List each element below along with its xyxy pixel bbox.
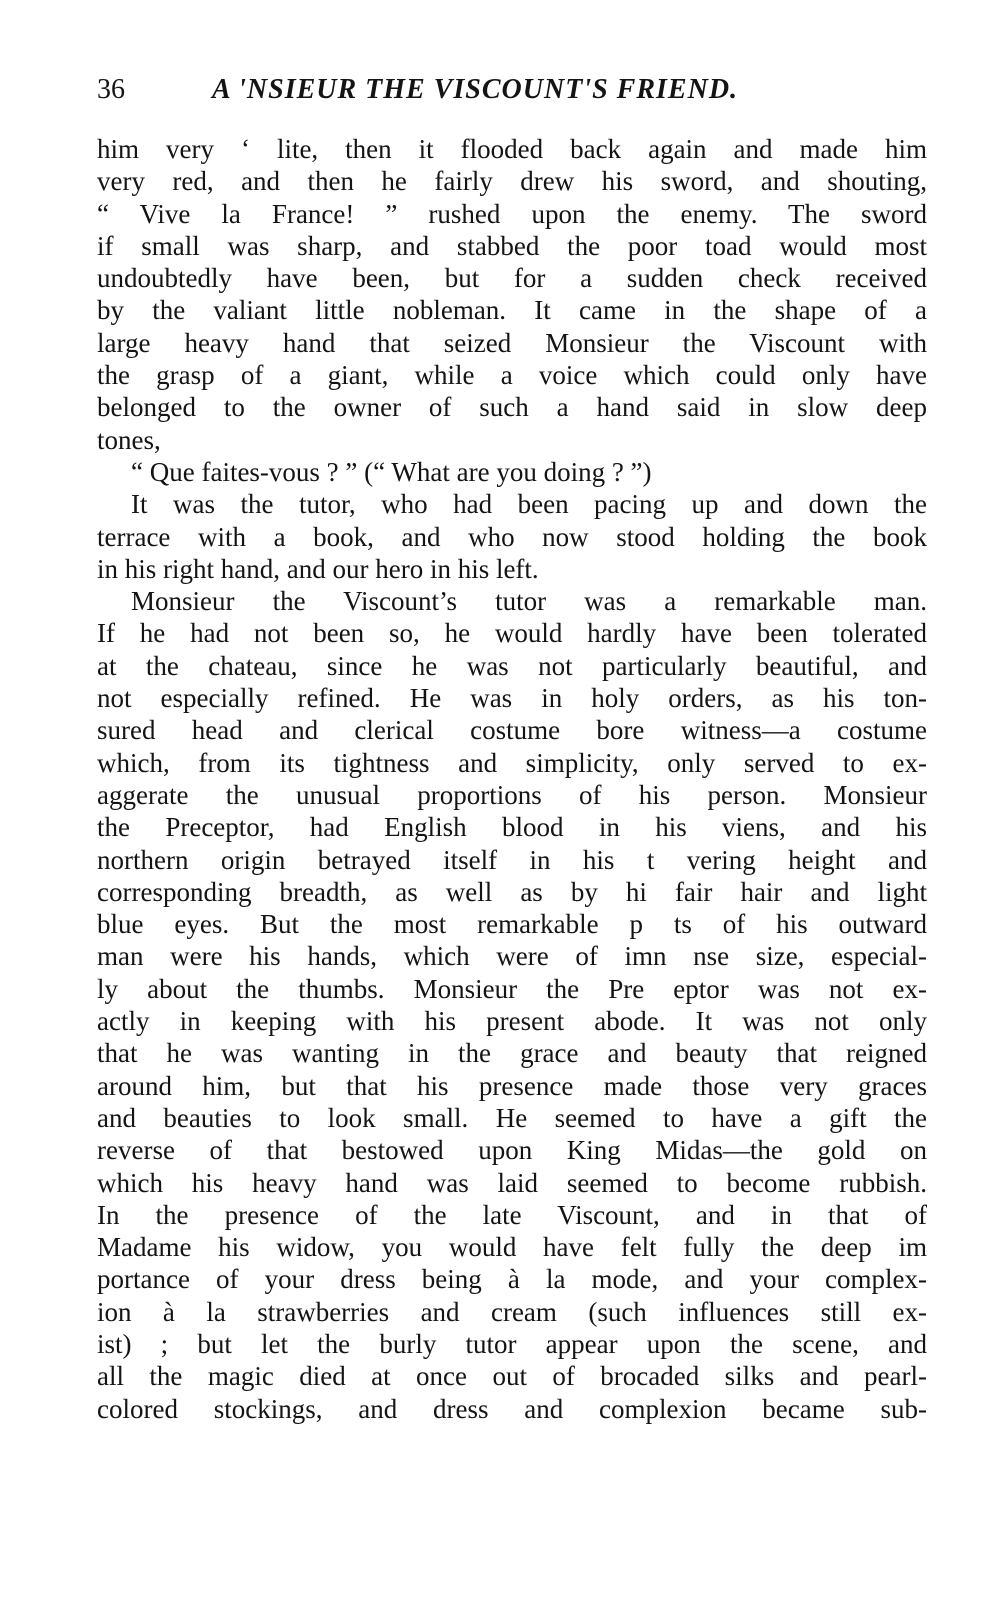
page-number: 36 <box>97 74 125 105</box>
text-line: actly in keeping with his present abode. It was not only <box>97 1006 927 1037</box>
text-line: and beauties to look small. He seemed to have a gift the <box>97 1102 927 1133</box>
text-line: northern origin betrayed itself in his t vering height and <box>97 844 927 875</box>
text-line: reverse of that bestowed upon King Midas—the gold on <box>97 1135 927 1166</box>
page-header <box>97 70 927 110</box>
text-line: portance of your dress being à la mode, and your complex- <box>97 1264 927 1295</box>
text-line: which, from its tightness and simplicity, only served to ex- <box>97 747 927 778</box>
text-line: belonged to the owner of such a hand said in slow deep <box>97 392 927 423</box>
text-line: in his right hand, and our hero in his left. <box>97 553 539 584</box>
text-line: not especially refined. He was in holy orders, as his ton- <box>97 683 927 714</box>
text-line: at the chateau, since he was not particularly beautiful, and <box>97 650 927 681</box>
text-line: “ Vive la France! ” rushed upon the enemy. The sword <box>97 198 927 229</box>
text-line: ly about the thumbs. Monsieur the Pre eptor was not ex- <box>97 973 927 1004</box>
text-line: around him, but that his presence made those very graces <box>97 1070 927 1101</box>
text-line: him very ‘ lite, then it flooded back again and made him <box>97 134 927 164</box>
text-line: undoubtedly have been, but for a sudden check received <box>97 263 927 294</box>
text-line: Monsieur the Viscount’s tutor was a remarkable man. <box>131 586 927 617</box>
text-line: man were his hands, which were of imn nse size, especial- <box>97 941 927 972</box>
text-line: colored stockings, and dress and complexion became sub- <box>97 1393 927 1424</box>
body-text <box>97 133 927 1425</box>
running-title: A 'NSIEUR THE VISCOUNT'S FRIEND. <box>212 74 739 105</box>
text-line: the Preceptor, had English blood in his viens, and his <box>97 812 927 843</box>
text-line: which his heavy hand was laid seemed to become rubbish. <box>97 1167 927 1198</box>
text-line: If he had not been so, he would hardly have been tolerated <box>97 618 927 649</box>
text-line: ion à la strawberries and cream (such influences still ex- <box>97 1296 927 1327</box>
text-line: by the valiant little nobleman. It came in the shape of a <box>97 295 927 326</box>
text-line: It was the tutor, who had been pacing up and down the <box>131 489 927 520</box>
text-line: all the magic died at once out of brocaded silks and pearl- <box>97 1361 927 1392</box>
text-line: ist) ; but let the burly tutor appear upon the scene, and <box>97 1328 927 1359</box>
text-line: corresponding breadth, as well as by hi fair hair and light <box>97 876 927 907</box>
text-line: tones, <box>97 424 161 455</box>
text-line: sured head and clerical costume bore witness—a costume <box>97 715 927 746</box>
text-line: very red, and then he fairly drew his sword, and shouting, <box>97 166 927 197</box>
text-line: Madame his widow, you would have felt fully the deep im <box>97 1232 927 1263</box>
text-line: blue eyes. But the most remarkable p ts of his outward <box>97 909 927 940</box>
text-line: aggerate the unusual proportions of his person. Monsieur <box>97 779 927 810</box>
text-line: that he was wanting in the grace and beauty that reigned <box>97 1038 927 1069</box>
text-line: In the presence of the late Viscount, and in that of <box>97 1199 927 1230</box>
text-line: the grasp of a giant, while a voice which could only have <box>97 360 927 391</box>
text-line: “ Que faites-vous ? ” (“ What are you doing ? ”) <box>131 456 652 487</box>
text-line: if small was sharp, and stabbed the poor toad would most <box>97 230 927 261</box>
text-line: terrace with a book, and who now stood holding the book <box>97 521 927 552</box>
text-line: large heavy hand that seized Monsieur the Viscount with <box>97 327 927 358</box>
